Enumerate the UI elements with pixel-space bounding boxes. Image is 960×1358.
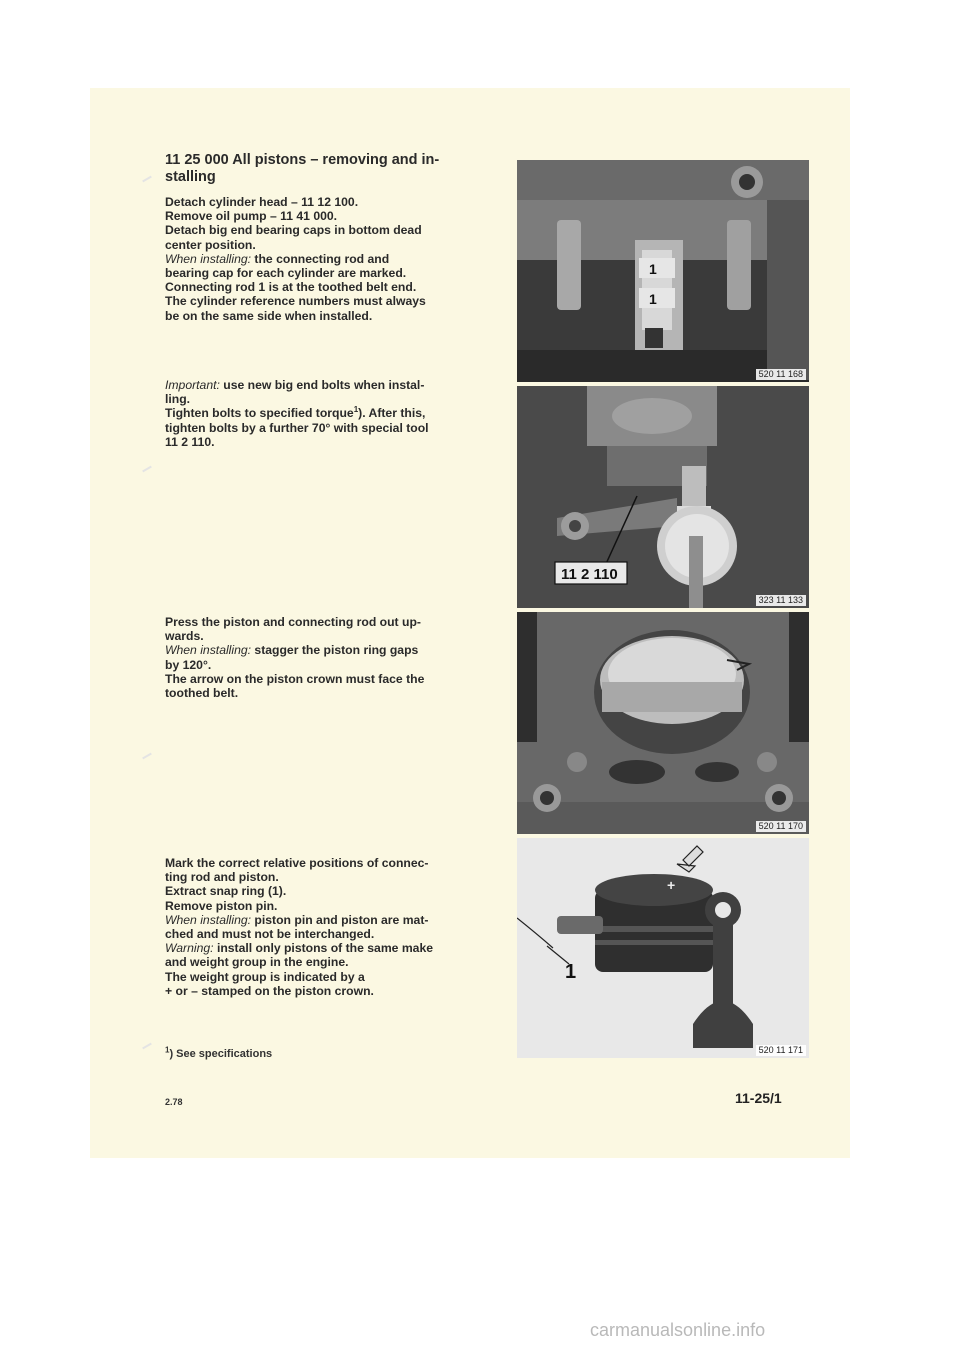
instruction-line: Mark the correct relative positions of connec- bbox=[165, 856, 429, 870]
instruction-line: Remove piston pin. bbox=[165, 898, 278, 913]
instruction-line: Detach cylinder head – 11 12 100. bbox=[165, 195, 359, 209]
instruction-line: be on the same side when installed. bbox=[165, 308, 373, 323]
instruction-line: wards. bbox=[165, 629, 204, 644]
figure-special-tool bbox=[517, 386, 809, 608]
section-removing-installing bbox=[165, 152, 510, 323]
footer-date: 2.78 bbox=[165, 1097, 183, 1107]
instruction-line: ting rod and piston. bbox=[165, 870, 279, 885]
instruction-line: The weight group is indicated by a bbox=[165, 969, 365, 984]
instruction-line: Press the piston and connecting rod out up- bbox=[165, 615, 421, 629]
instruction-line: Extract snap ring (1). bbox=[165, 884, 287, 899]
instruction-line: Warning: install only pistons of the same make bbox=[165, 941, 433, 956]
watermark-text: carmanualsonline.info bbox=[590, 1320, 766, 1340]
instruction-line: ched and must not be interchanged. bbox=[165, 927, 375, 942]
instruction-line: Detach big end bearing caps in bottom dead bbox=[165, 223, 422, 238]
instruction-line: The arrow on the piston crown must face the bbox=[165, 671, 425, 686]
instruction-line: bearing cap for each cylinder are marked. bbox=[165, 266, 407, 281]
instruction-line: + or – stamped on the piston crown. bbox=[165, 983, 374, 998]
instruction-line: toothed belt. bbox=[165, 686, 239, 701]
figure-number: 323 11 133 bbox=[756, 595, 806, 606]
callout-number: 1 bbox=[649, 291, 657, 307]
instruction-line: Tighten bolts to specified torque$^1$). After this, bbox=[165, 405, 426, 421]
page-number: 11-25/1 bbox=[735, 1090, 782, 1106]
instruction-line: center position. bbox=[165, 237, 256, 252]
instruction-line: Important: use new big end bolts when instal- bbox=[165, 378, 425, 392]
instruction-line: by 120°. bbox=[165, 657, 212, 672]
svg-text:+: + bbox=[667, 877, 676, 893]
instruction-line: ling. bbox=[165, 392, 191, 407]
section-piston-out bbox=[165, 615, 510, 700]
section-piston-pin bbox=[165, 856, 510, 998]
figure-piston-crown bbox=[517, 612, 809, 834]
figure-connecting-rods bbox=[517, 160, 809, 382]
instruction-line: When installing: the connecting rod and bbox=[165, 251, 390, 266]
piston-bore-photo bbox=[517, 612, 809, 834]
instruction-line: The cylinder reference numbers must always bbox=[165, 294, 426, 309]
instruction-line: When installing: piston pin and piston are mat- bbox=[165, 912, 429, 927]
section-heading: 11 25 000 All pistons – removing and in- stalling bbox=[165, 152, 440, 185]
callout-number: 1 bbox=[649, 261, 657, 277]
instruction-line: tighten bolts by a further 70° with special tool bbox=[165, 420, 429, 435]
tool-callout: 11 2 110 bbox=[561, 566, 618, 583]
figure-number: 520 11 168 bbox=[756, 369, 806, 380]
instruction-line: When installing: stagger the piston ring gaps bbox=[165, 643, 419, 658]
instruction-line: 11 2 110. bbox=[165, 434, 215, 449]
instruction-line: Connecting rod 1 is at the toothed belt end. bbox=[165, 280, 417, 295]
piston-rod-photo bbox=[517, 838, 809, 1058]
figure-piston-and-rod bbox=[517, 838, 809, 1058]
instruction-line: Remove oil pump – 11 41 000. bbox=[165, 209, 338, 224]
section-big-end-bolts bbox=[165, 378, 510, 449]
footnote: $^1$) See specifications bbox=[165, 1045, 273, 1060]
figure-number: 520 11 171 bbox=[756, 1045, 806, 1056]
instruction-line: and weight group in the engine. bbox=[165, 955, 349, 970]
tool-photo bbox=[517, 386, 809, 608]
engine-block-photo bbox=[517, 160, 809, 382]
figure-number: 520 11 170 bbox=[756, 821, 806, 832]
snap-ring-callout: 1 bbox=[565, 961, 577, 983]
